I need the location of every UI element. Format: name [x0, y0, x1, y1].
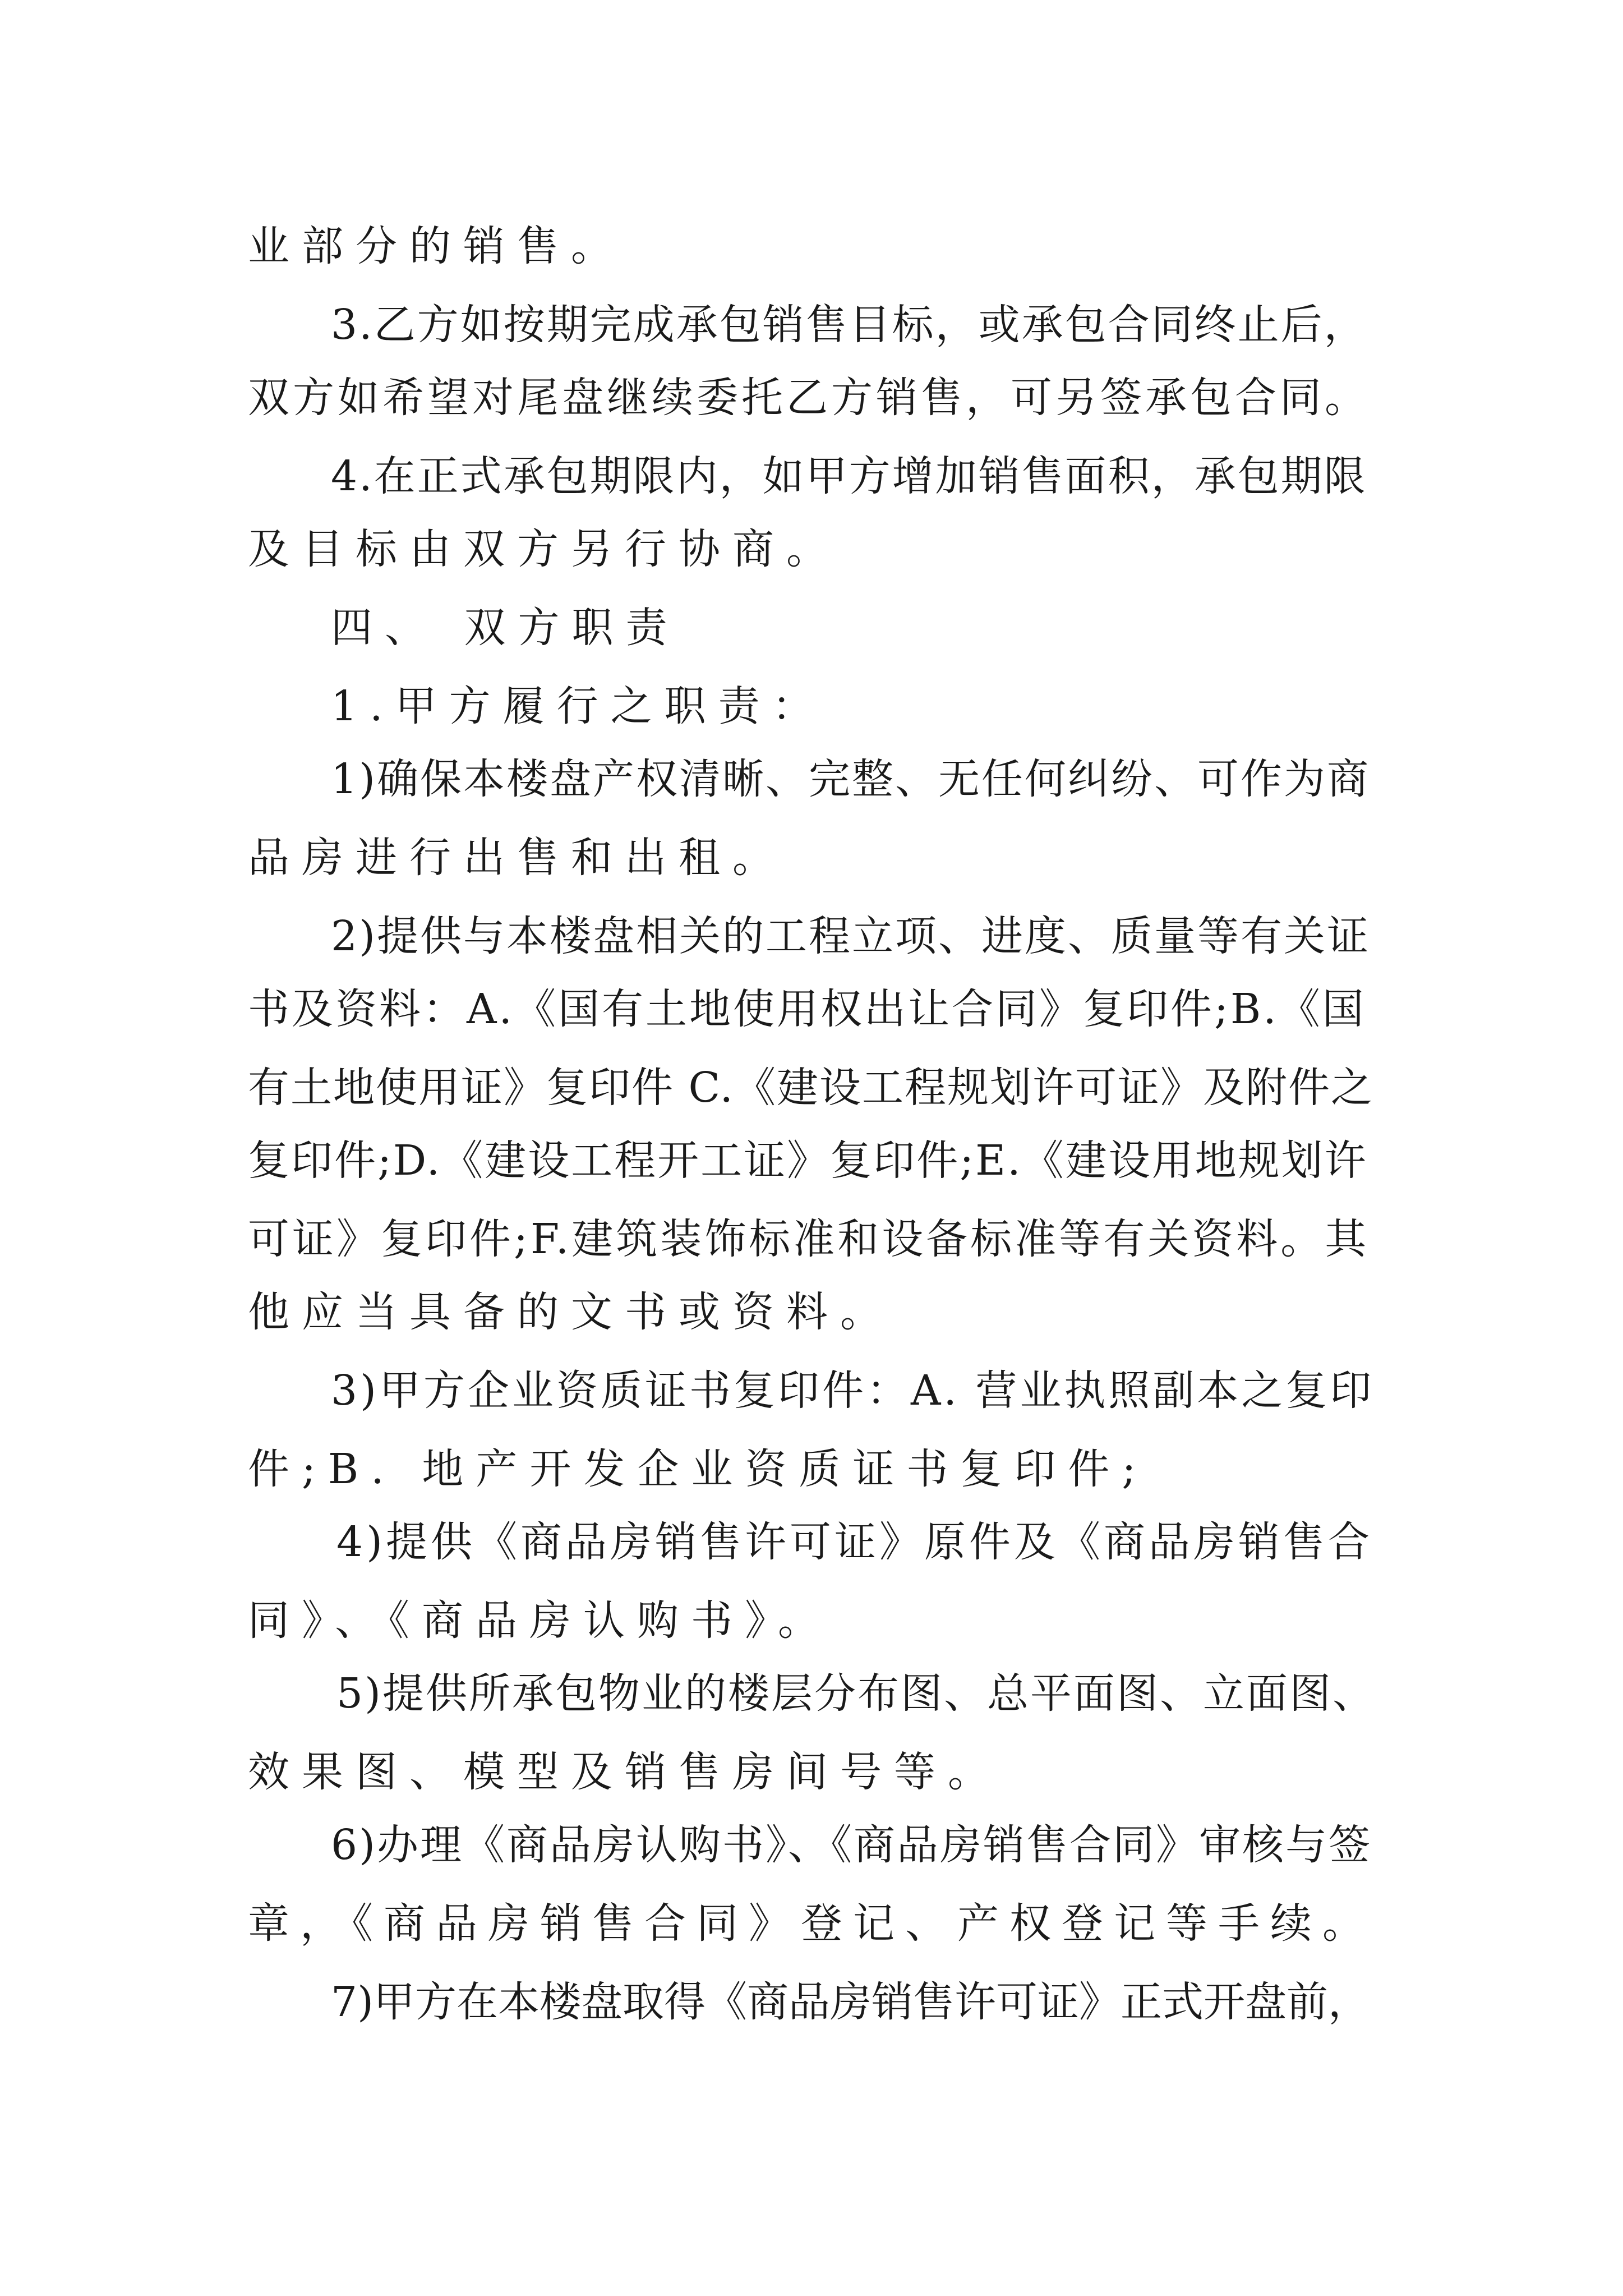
paragraph-line: 书及资料：A.《国有土地使用权出让合同》复印件;B.《国 [248, 985, 1366, 1033]
paragraph-line: 1.甲方履行之职责： [331, 682, 826, 730]
paragraph-line: 3.乙方如按期完成承包销售目标，或承包合同终止后， [331, 301, 1367, 349]
paragraph-line: 业部分的销售。 [248, 222, 625, 270]
section-heading: 四、 双方职责 [331, 604, 680, 652]
paragraph-line: 4.在正式承包期限内，如甲方增加销售面积，承包期限 [331, 452, 1367, 500]
paragraph-line: 效果图、模型及销售房间号等。 [248, 1748, 1002, 1796]
paragraph-line: 件;B. 地产开发企业资质证书复印件; [248, 1445, 1149, 1493]
paragraph-line: 及目标由双方另行协商。 [248, 525, 840, 573]
paragraph-line: 2)提供与本楼盘相关的工程立项、进度、质量等有关证 [331, 912, 1370, 960]
paragraph-line: 1)确保本楼盘产权清晰、完整、无任何纠纷、可作为商 [331, 755, 1370, 803]
paragraph-line: 章，《商品房销售合同》登记、产权登记等手续。 [248, 1899, 1375, 1948]
paragraph-line: 有土地使用证》复印件 C.《建设工程规划许可证》及附件之 [248, 1064, 1374, 1112]
paragraph-line: 7)甲方在本楼盘取得《商品房销售许可证》正式开盘前， [331, 1978, 1370, 2026]
paragraph-line: 6)办理《商品房认购书》、《商品房销售合同》审核与签 [331, 1821, 1372, 1869]
paragraph-line: 5)提供所承包物业的楼层分布图、总平面图、立面图、 [336, 1669, 1376, 1718]
paragraph-line: 同》、《商品房认购书》。 [248, 1596, 832, 1645]
paragraph-line: 可证》复印件;F.建筑装饰标准和设备标准等有关资料。其 [248, 1215, 1370, 1263]
paragraph-line: 3)甲方企业资质证书复印件：A. 营业执照副本之复印 [331, 1366, 1375, 1415]
paragraph-line: 复印件;D.《建设工程开工证》复印件;E.《建设用地规划许 [248, 1137, 1368, 1185]
paragraph-line: 双方如希望对尾盘继续委托乙方销售，可另签承包合同。 [248, 374, 1370, 422]
paragraph-line: 品房进行出售和出租。 [248, 834, 786, 882]
paragraph-line: 他应当具备的文书或资料。 [248, 1288, 894, 1336]
paragraph-line: 4)提供《商品房销售许可证》原件及《商品房销售合 [336, 1518, 1373, 1566]
